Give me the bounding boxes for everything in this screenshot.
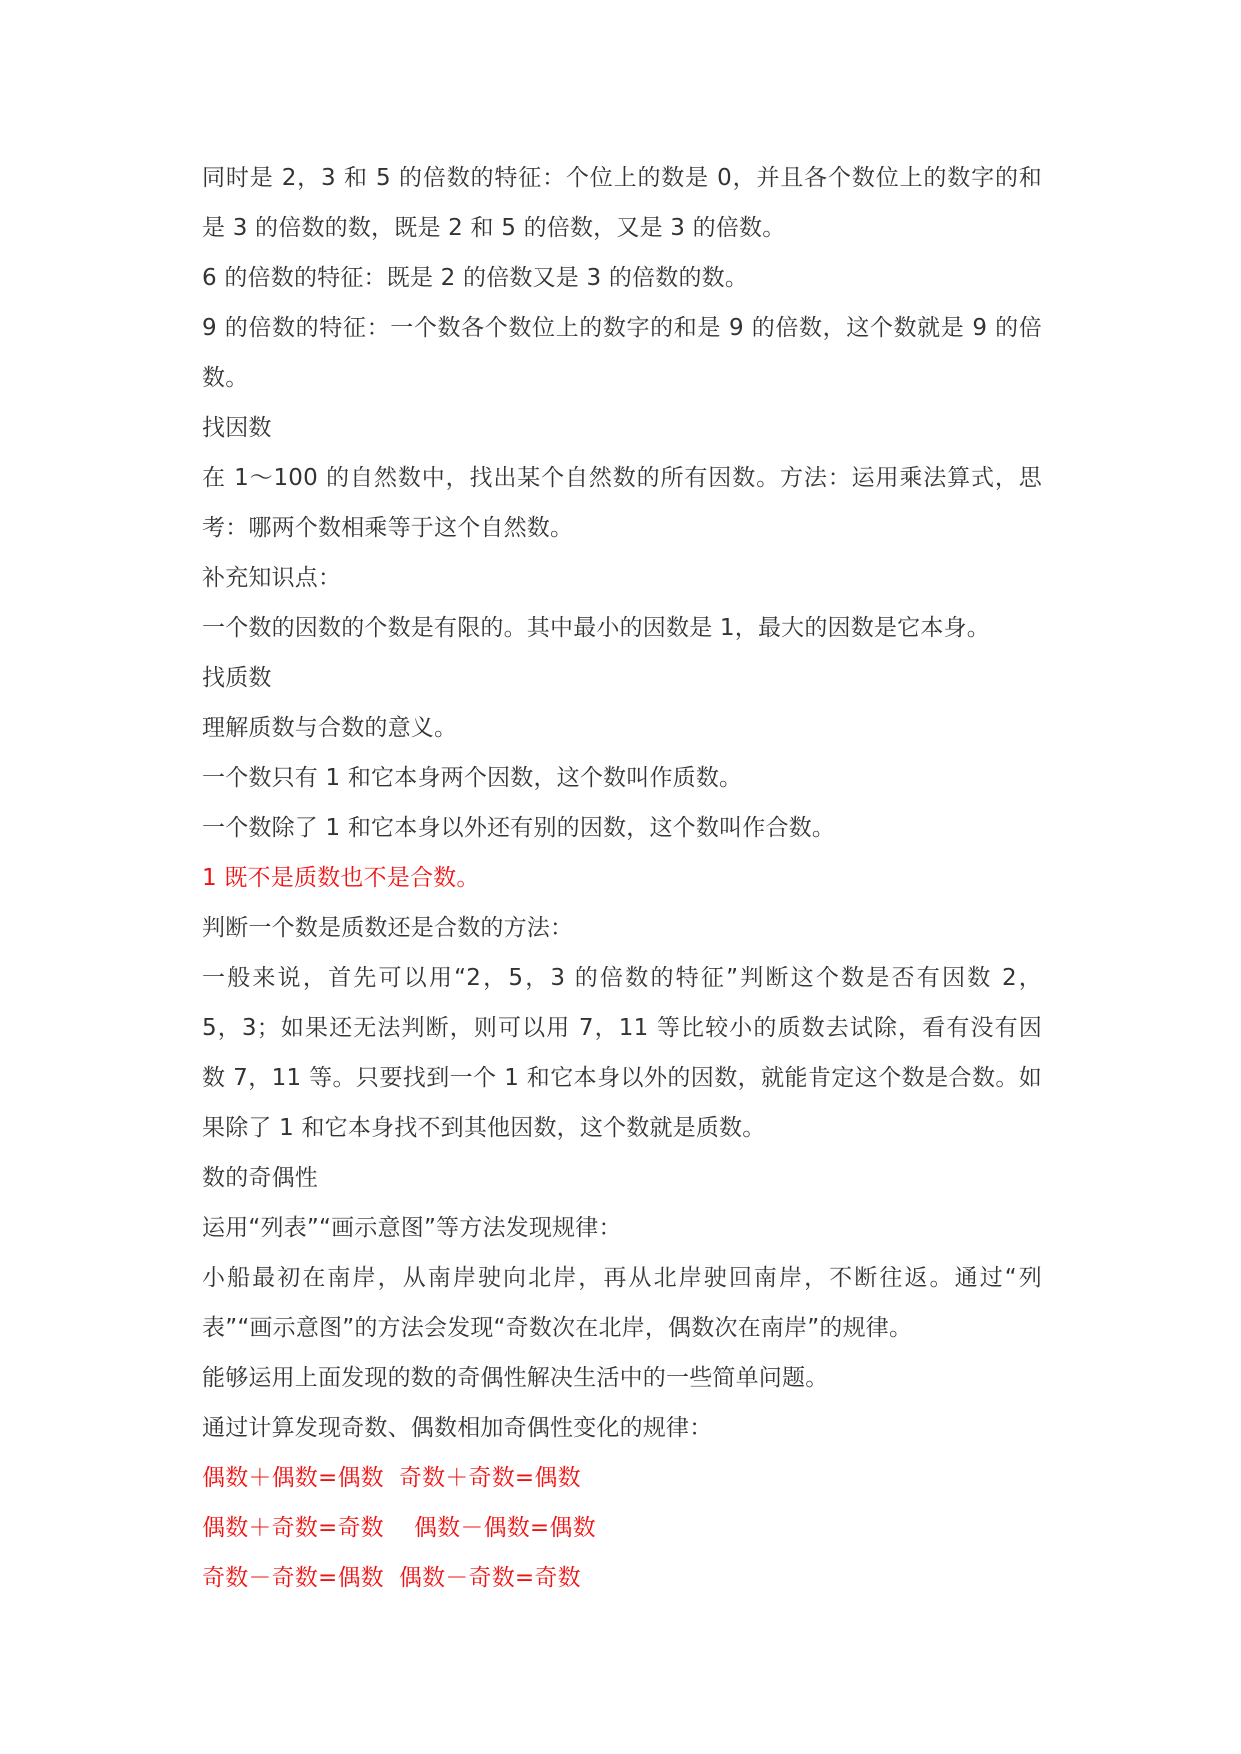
document-body <box>202 153 1042 1603</box>
paragraph-line: 一个数除了 1 和它本身以外还有别的因数，这个数叫作合数。 <box>202 815 836 841</box>
parity-rule: 奇数－奇数=偶数 偶数－奇数=奇数 <box>202 1565 581 1591</box>
paragraph-line: 能够运用上面发现的数的奇偶性解决生活中的一些简单问题。 <box>202 1365 829 1391</box>
paragraph-line: 通过计算发现奇数、偶数相加奇偶性变化的规律： <box>202 1415 713 1441</box>
parity-rule: 偶数＋奇数=奇数 偶数－偶数=偶数 <box>202 1515 596 1541</box>
paragraph-line: 小船最初在南岸，从南岸驶向北岸，再从北岸驶回南岸，不断往返。通过“列 <box>202 1265 1042 1291</box>
paragraph-line: 判断一个数是质数还是合数的方法： <box>202 915 574 941</box>
paragraph-line: 运用“列表”“画示意图”等方法发现规律： <box>202 1215 622 1241</box>
paragraph-line: 数。 <box>202 365 249 391</box>
paragraph-line: 果除了 1 和它本身找不到其他因数，这个数就是质数。 <box>202 1115 766 1141</box>
paragraph-line: 理解质数与合数的意义。 <box>202 715 458 741</box>
paragraph-line: 一个数只有 1 和它本身两个因数，这个数叫作质数。 <box>202 765 743 791</box>
paragraph-line: 6 的倍数的特征：既是 2 的倍数又是 3 的倍数的数。 <box>202 265 749 291</box>
paragraph-line: 表”“画示意图”的方法会发现“奇数次在北岸，偶数次在南岸”的规律。 <box>202 1315 913 1341</box>
paragraph-line: 一个数的因数的个数是有限的。其中最小的因数是 1，最大的因数是它本身。 <box>202 615 990 641</box>
paragraph-line: 考：哪两个数相乘等于这个自然数。 <box>202 515 574 541</box>
paragraph-line: 一般来说，首先可以用“2，5，3 的倍数的特征”判断这个数是否有因数 2， <box>202 965 1042 991</box>
paragraph-line: 数 7，11 等。只要找到一个 1 和它本身以外的因数，就能肯定这个数是合数。如 <box>202 1065 1042 1091</box>
paragraph-line: 在 1～100 的自然数中，找出某个自然数的所有因数。方法：运用乘法算式，思 <box>202 465 1042 491</box>
highlighted-note: 1 既不是质数也不是合数。 <box>202 865 480 891</box>
section-heading: 找质数 <box>202 665 272 691</box>
section-heading: 数的奇偶性 <box>202 1165 318 1191</box>
paragraph-line: 5，3；如果还无法判断，则可以用 7，11 等比较小的质数去试除，看有没有因 <box>202 1015 1042 1041</box>
section-heading: 补充知识点： <box>202 565 342 591</box>
parity-rule: 偶数＋偶数=偶数 奇数＋奇数=偶数 <box>202 1465 581 1491</box>
paragraph-line: 9 的倍数的特征：一个数各个数位上的数字的和是 9 的倍数，这个数就是 9 的倍 <box>202 315 1042 341</box>
section-heading: 找因数 <box>202 415 272 441</box>
paragraph-line: 是 3 的倍数的数，既是 2 和 5 的倍数，又是 3 的倍数。 <box>202 215 786 241</box>
paragraph-line: 同时是 2，3 和 5 的倍数的特征：个位上的数是 0，并且各个数位上的数字的和 <box>202 165 1042 191</box>
